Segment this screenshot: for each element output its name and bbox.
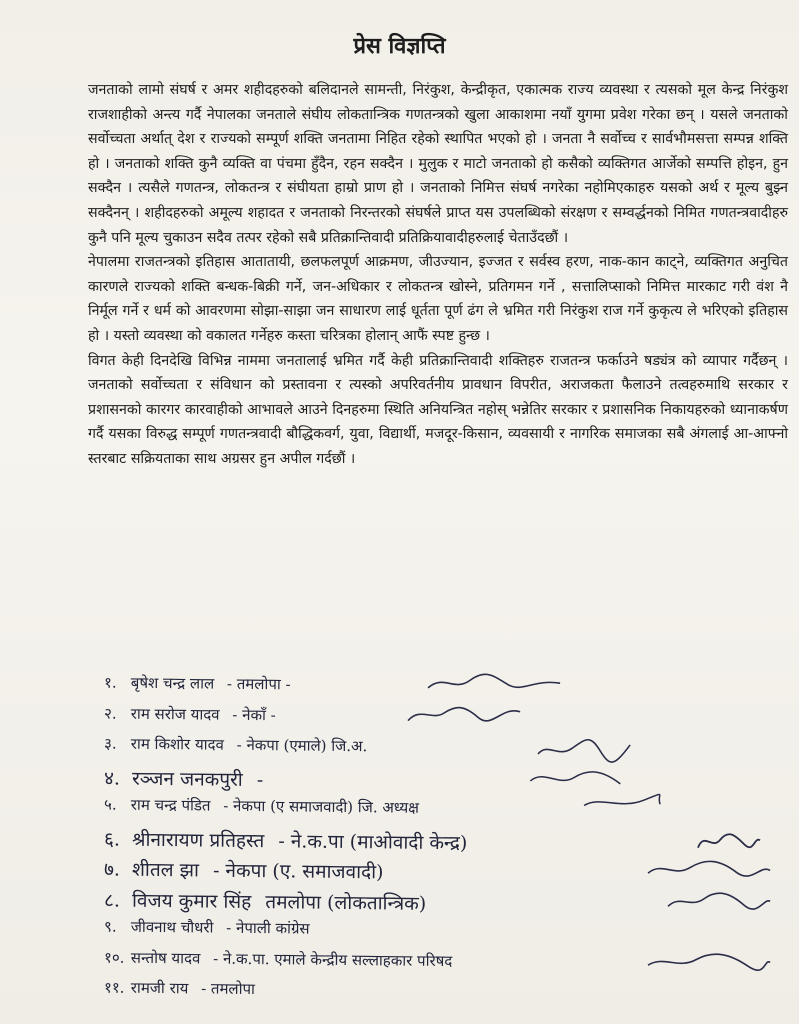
handwritten-signature bbox=[404, 700, 524, 727]
signatory-party: - ने.क.पा (माओवादी केन्द्र) bbox=[278, 829, 468, 854]
signatory-name: विजय कुमार सिंह bbox=[131, 889, 252, 913]
signatory-name: श्रीनारायण प्रतिहस्त bbox=[131, 828, 265, 852]
handwritten-signature bbox=[644, 947, 774, 976]
signatory-name: राम सरोज यादव bbox=[130, 704, 220, 724]
signatory-party: तमलोपा (लोकतान्त्रिक) bbox=[265, 890, 427, 915]
paragraph-2: नेपालमा राजतन्त्रको इतिहास आतातायी, छलफलपूर्ण आक्रमण, जीउज्यान, इज्जत र सर्वस्व हरण, नाक-कान काट्ने, व्यक्तिगत अनुचित कारणले राज्यको शक्ति बन्धक-बिक्री गर्ने, जन-अधिकार र लोकतन्त्र खोस्ने, प्रतिगमन गर्ने , सत्तालिप्साको निमित्त मारकाट गरी वंश नै निर्मूल गर्ने र धर्म को आवरणमा सोझा-साझा जन साधारण लाई धूर्तता पूर्ण ढंग ले भ्रमित गरी निरंकुश राज गर्ने कुकृत्य ले भरिएको इतिहास हो । यस्तो व्यवस्था को वकालत गर्नेहरु कस्ता चरित्रका होलान् आफैं स्पष्ट हुन्छ । bbox=[88, 254, 788, 344]
paragraph-3: विगत केही दिनदेखि विभिन्न नाममा जनतालाई भ्रमित गर्दै केही प्रतिक्रान्तिवादी शक्तिहरु राजतन्त्र फर्काउने षड्यंत्र को व्यापार गर्दैछन् । जनताको सर्वोच्चता र संविधान को प्रस्तावना र त्यस्को अपरिवर्तनीय प्रावधान विपरीत, अराजकता फैलाउने तत्वहरुमाथि सरकार र प्रशासनको कारगर कारवाहीको आभावले आउने दिनहरुमा स्थिति अनियन्त्रित नहोस् भन्नेतिर सरकार र प्रशासनिक निकायहरुको ध्यानाकर्षण गर्दै यसका विरुद्ध सम्पूर्ण गणतन्त्रवादी बौद्धिकवर्ग, युवा, विद्यार्थी, मजदूर-किसान, व्यवसायी र नागरिक समाजका सबै अंगलाई आ-आफ्नो स्तरबाट सक्रियताका साथ अग्रसर हुन अपील गर्दछौं । bbox=[88, 352, 788, 467]
signatory-number: १. bbox=[103, 673, 117, 692]
signatory-number: ७. bbox=[103, 858, 121, 881]
signatory-party: - नेकपा (एमाले) जि.अ. bbox=[236, 735, 368, 756]
signatory-party: - तमलोपा - bbox=[226, 674, 291, 694]
signatory-name: रामजी राय bbox=[130, 978, 189, 998]
handwritten-signature bbox=[424, 670, 564, 697]
signatory-name: बृषेश चन्द्र लाल bbox=[130, 673, 215, 693]
signatory-party: - bbox=[256, 768, 264, 791]
handwritten-signature bbox=[664, 886, 774, 917]
signatory-name: रञ्जन जनकपुरी bbox=[131, 767, 243, 791]
signatory-party: - नेपाली कांग्रेस bbox=[226, 918, 310, 938]
signatory-party: - नेकपा (ए समाजवादी) जि. अध्यक्ष bbox=[223, 796, 420, 817]
signatory-party: - नेकपा (ए. समाजवादी) bbox=[212, 859, 384, 884]
signatory-party: - तमलोपा bbox=[201, 979, 256, 999]
page-title: प्रेस विज्ञप्ति bbox=[353, 34, 446, 59]
signatory-number: ३. bbox=[103, 734, 117, 753]
signatory-number: ४. bbox=[103, 766, 121, 790]
handwritten-signature bbox=[694, 825, 764, 856]
signatory-number: ६. bbox=[103, 827, 121, 851]
signatory-name: राम किशोर यादव bbox=[130, 734, 224, 754]
signatory-number: ८. bbox=[103, 888, 121, 912]
signatory-row bbox=[104, 977, 784, 1015]
paragraph-1: जनताको लामो संघर्ष र अमर शहीदहरुको बलिदानले सामन्ती, निरंकुश, केन्द्रीकृत, एकात्मक राज्य व्यवस्था र त्यसको मूल केन्द्र निरंकुश राजशाहीको अन्त्य गर्दै नेपालका जनताले संघीय लोकतान्त्रिक गणतन्त्रको खुला आकाशमा नयाँ युगमा प्रवेश गरेका छन् । यसले जनताको सर्वोच्चता अर्थात् देश र राज्यको सम्पूर्ण शक्ति जनतामा निहित रहेको स्थापित भएको हो । जनता नै सर्वोच्च र सार्वभौमसत्ता सम्पन्न शक्ति हो । जनताको शक्ति कुनै व्यक्ति वा पंचमा हुँदैन, रहन सक्दैन । मुलुक र माटो जनताको हो कसैको व्यक्तिगत आर्जेको सम्पत्ति होइन, हुन सक्दैन । त्यसैले गणतन्त्र, लोकतन्त्र र संघीयता हाम्रो प्राण हो । जनताको निमित्त संघर्ष नगरेका नहोमिएकाहरु यसको अर्थ र मूल्य बुझ्न सक्दैनन् । शहीदहरुको अमूल्य शहादत र जनताको निरन्तरको संघर्षले प्राप्त यस उपलब्धिको संरक्षण र सम्वर्द्धनको निमित गणतन्त्रवादीहरु कुनै पनि मूल्य चुकाउन सदैव तत्पर रहेको सबै प्रतिक्रान्तिवादी प्रतिक्रियावादीहरुलाई चेताउँदछौं । bbox=[88, 82, 788, 246]
signatory-name: सन्तोष यादव bbox=[130, 948, 201, 967]
signatory-list bbox=[103, 673, 784, 1012]
press-release-body bbox=[88, 78, 788, 472]
signatory-name: राम चन्द्र पंडित bbox=[130, 795, 211, 815]
signatory-party: - नेकाँ - bbox=[232, 705, 276, 724]
signatory-number: ९. bbox=[103, 917, 117, 936]
signatory-party: - ने.क.पा. एमाले केन्द्रीय सल्लाहकार परिषद bbox=[213, 949, 453, 970]
handwritten-signature bbox=[644, 855, 774, 886]
signatory-number: १०. bbox=[103, 947, 125, 967]
signatory-name: शीतल झा bbox=[131, 858, 200, 882]
signatory-number: ५. bbox=[103, 795, 117, 814]
signatory-name: जीवनाथ चौधरी bbox=[130, 917, 214, 937]
signatory-number: ११. bbox=[103, 978, 125, 997]
signatory-number: २. bbox=[103, 703, 117, 723]
handwritten-signature bbox=[524, 765, 665, 816]
